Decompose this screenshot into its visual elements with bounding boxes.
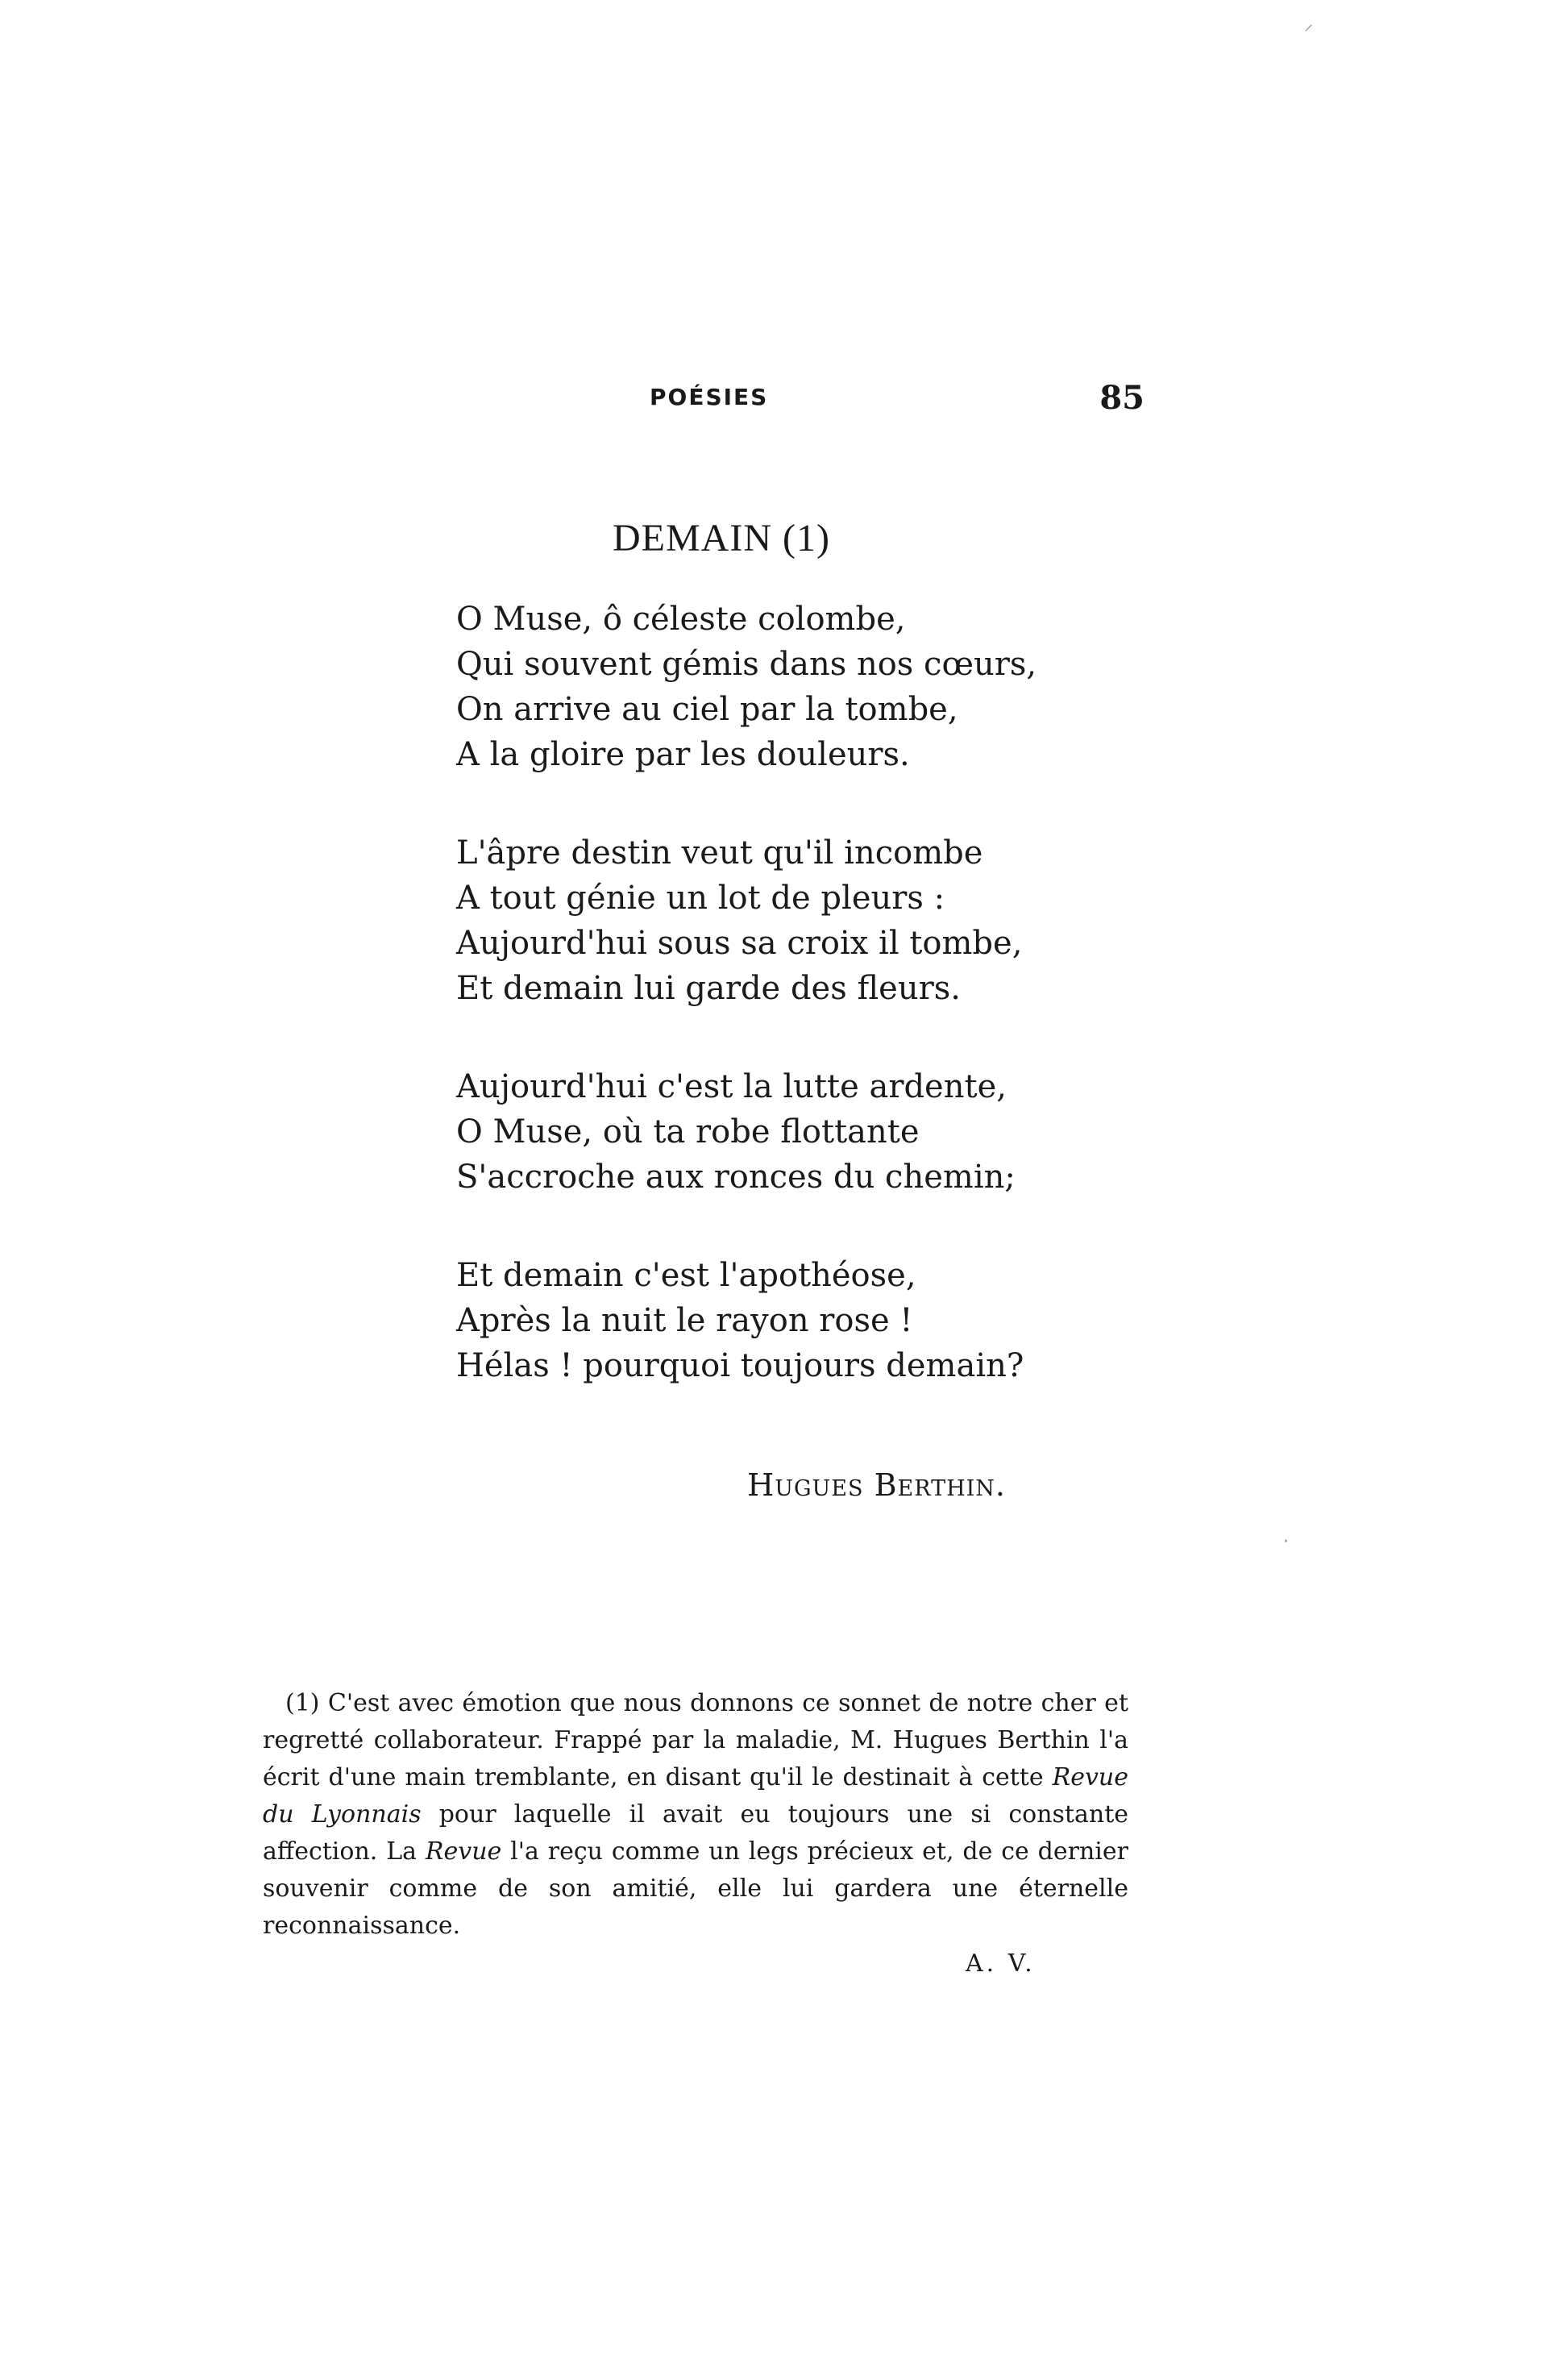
verse-line: Aujourd'hui sous sa croix il tombe, (456, 925, 1023, 962)
running-header (451, 379, 1144, 427)
paper-speck: · (1283, 1532, 1289, 1552)
verse-line: Après la nuit le rayon rose ! (456, 1302, 913, 1339)
footnote-marker: (1) (285, 1689, 320, 1717)
footnote-revue: Revue (425, 1837, 502, 1866)
stanza (456, 597, 1182, 777)
footnote (263, 1685, 1128, 1945)
stanza (456, 830, 1182, 1011)
verse-line: Aujourd'hui c'est la lutte ardente, (456, 1068, 1007, 1105)
footnote-text: l'a reçu comme un legs précieux et, de ce dernier souvenir comme de son amitié, elle lui gardera une éternelle reconnaissance. (263, 1837, 1128, 1940)
verse-line: S'accroche aux ronces du chemin; (456, 1159, 1016, 1196)
footnote-initials: A. V. (966, 1949, 1036, 1978)
verse-line: L'âpre destin veut qu'il incombe (456, 834, 983, 872)
author-signature: Hugues Berthin. (747, 1467, 1006, 1503)
verse-line: Et demain c'est l'apothéose, (456, 1257, 916, 1294)
footnote-text: C'est avec émotion que nous donnons ce sonnet de notre cher et regretté collaborateur. Frappé par la maladie, M. Hugues Berthin l'a écrit d'une main tremblante, en disant qu'il le destinait à cette (263, 1689, 1128, 1791)
verse-line: Hélas ! pourquoi toujours demain? (456, 1347, 1024, 1384)
stanza (456, 1064, 1182, 1200)
verse-line: Et demain lui garde des fleurs. (456, 970, 961, 1007)
poem-body (456, 597, 1182, 1442)
verse-line: A la gloire par les douleurs. (456, 736, 910, 773)
running-title: POÉSIES (650, 384, 769, 410)
verse-line: On arrive au ciel par la tombe, (456, 691, 958, 728)
verse-line: A tout génie un lot de pleurs : (456, 880, 945, 917)
verse-line: O Muse, ô céleste colombe, (456, 601, 906, 638)
footnote-journal-title: Revue du Lyonnais (263, 1763, 1128, 1829)
stanza (456, 1253, 1182, 1388)
poem-title: DEMAIN (1) (613, 517, 830, 560)
verse-line: O Muse, où ta robe flottante (456, 1113, 920, 1150)
paper-speck: ⸝ (1304, 15, 1314, 35)
page-number: 85 (1099, 379, 1144, 417)
footnote-text: pour laquelle il avait eu toujours une si constante affection. La (263, 1800, 1128, 1866)
verse-line: Qui souvent gémis dans nos cœurs, (456, 646, 1037, 683)
